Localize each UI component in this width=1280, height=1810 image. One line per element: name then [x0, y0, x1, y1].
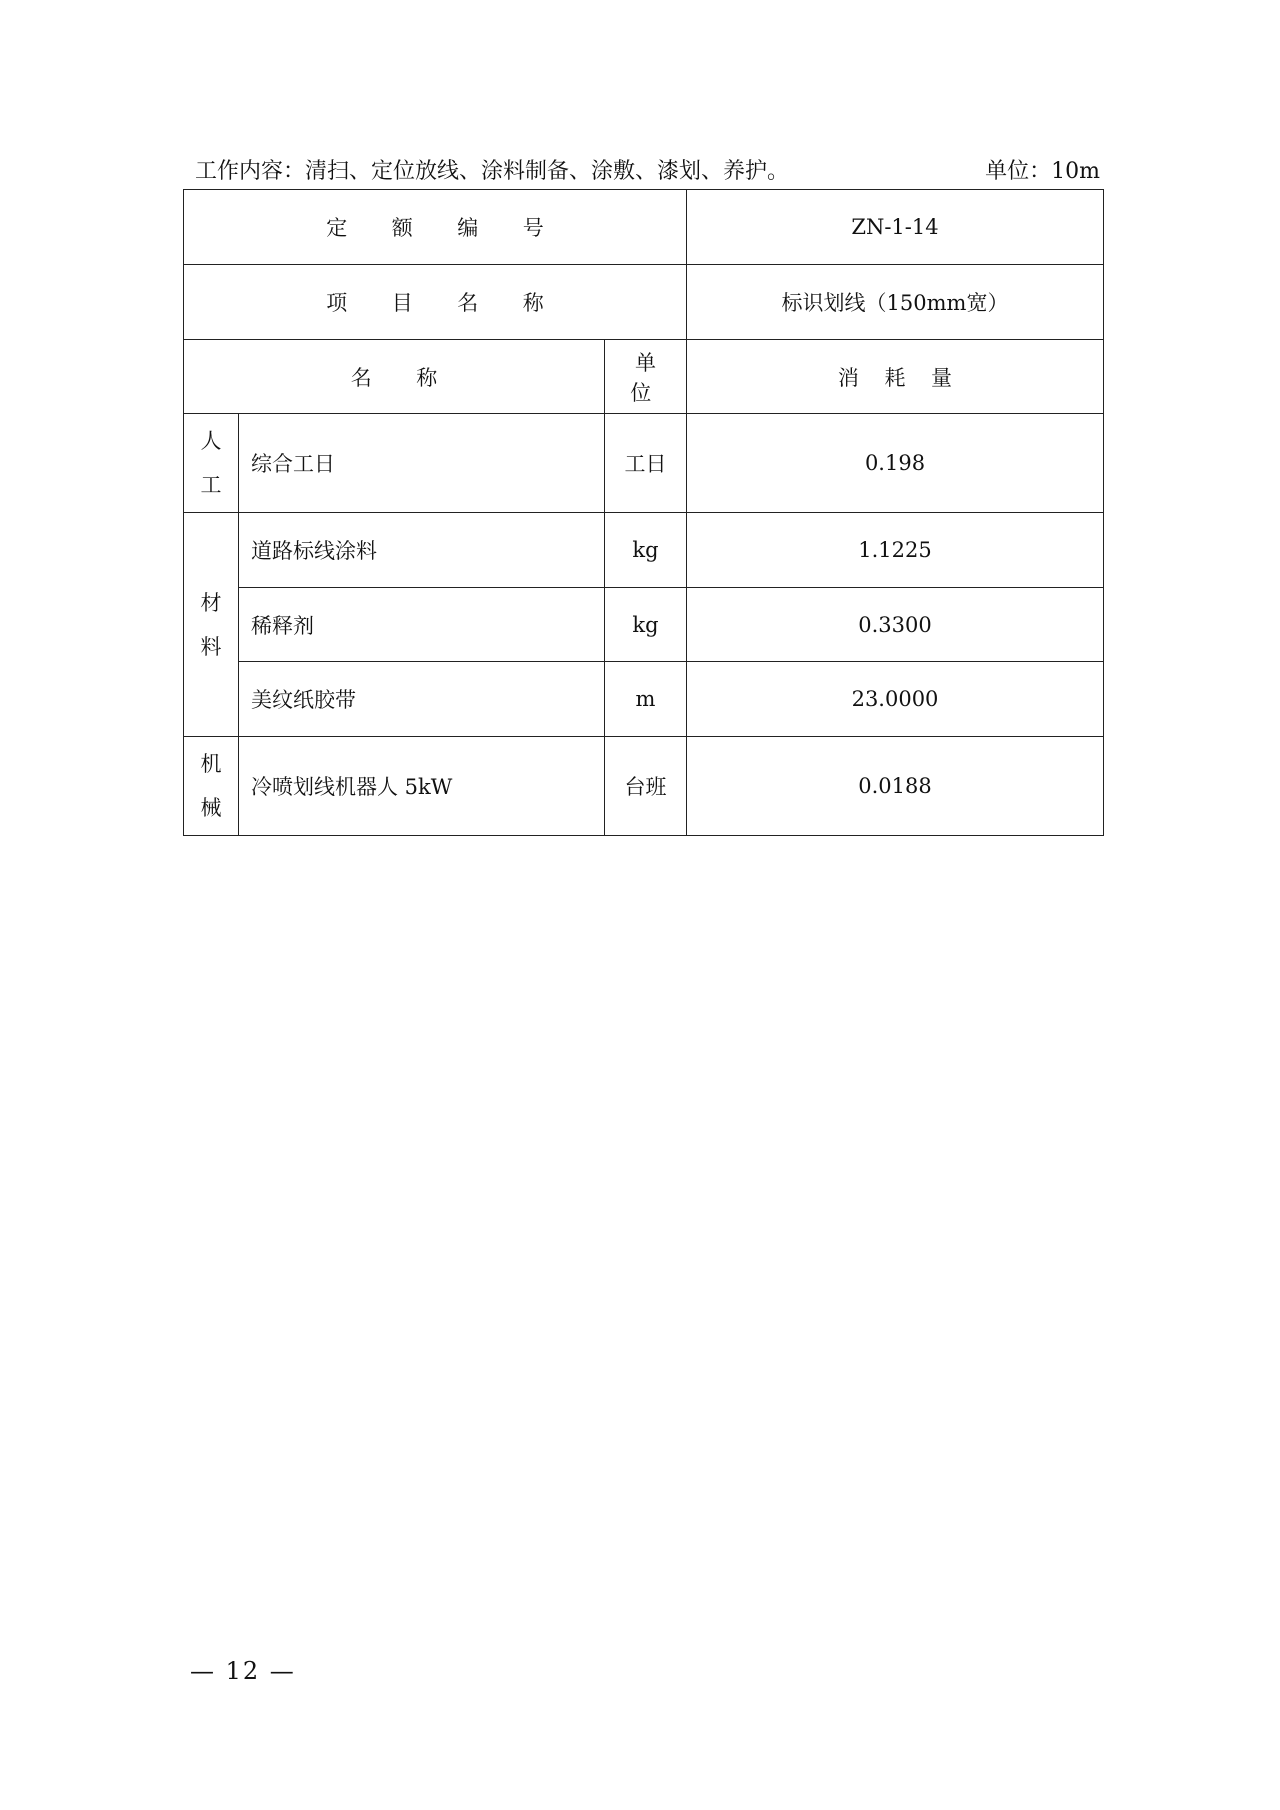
work-content-text: 工作内容：清扫、定位放线、涂料制备、涂敷、漆划、养护。: [195, 159, 790, 184]
row-value: 1.1225: [687, 513, 1104, 588]
item-name-row: [184, 265, 1104, 340]
quota-code-row: [184, 190, 1104, 265]
category-materials: 材 料: [184, 513, 239, 737]
table-caption: [195, 158, 1100, 186]
row-value: 0.3300: [687, 588, 1104, 662]
quota-code-value: ZN-1-14: [687, 190, 1104, 265]
row-unit: kg: [605, 588, 687, 662]
item-name-value: 标识划线（150mm宽）: [687, 265, 1104, 340]
column-header-unit: 单 位: [605, 340, 687, 414]
row-name: 稀释剂: [239, 588, 605, 662]
table-row: [184, 588, 1104, 662]
table-row: [184, 662, 1104, 737]
row-value: 23.0000: [687, 662, 1104, 737]
row-unit: m: [605, 662, 687, 737]
category-labor: 人 工: [184, 414, 239, 513]
table-row: [184, 737, 1104, 836]
quota-table: [183, 189, 1104, 836]
column-header-consumption: 消 耗 量: [687, 340, 1104, 414]
row-value: 0.198: [687, 414, 1104, 513]
row-name: 美纹纸胶带: [239, 662, 605, 737]
table-row: [184, 513, 1104, 588]
column-header-name: 名 称: [184, 340, 605, 414]
row-name: 道路标线涂料: [239, 513, 605, 588]
row-value: 0.0188: [687, 737, 1104, 836]
row-unit: kg: [605, 513, 687, 588]
row-unit: 工日: [605, 414, 687, 513]
table-row: [184, 414, 1104, 513]
row-unit: 台班: [605, 737, 687, 836]
row-name: 综合工日: [239, 414, 605, 513]
quota-code-label: 定 额 编 号: [184, 190, 687, 265]
unit-text: 单位：10m: [985, 159, 1100, 184]
category-machinery: 机 械: [184, 737, 239, 836]
item-name-label: 项 目 名 称: [184, 265, 687, 340]
page-number: — 12 —: [190, 1657, 296, 1685]
row-name: 冷喷划线机器人 5kW: [239, 737, 605, 836]
column-header-row: [184, 340, 1104, 414]
